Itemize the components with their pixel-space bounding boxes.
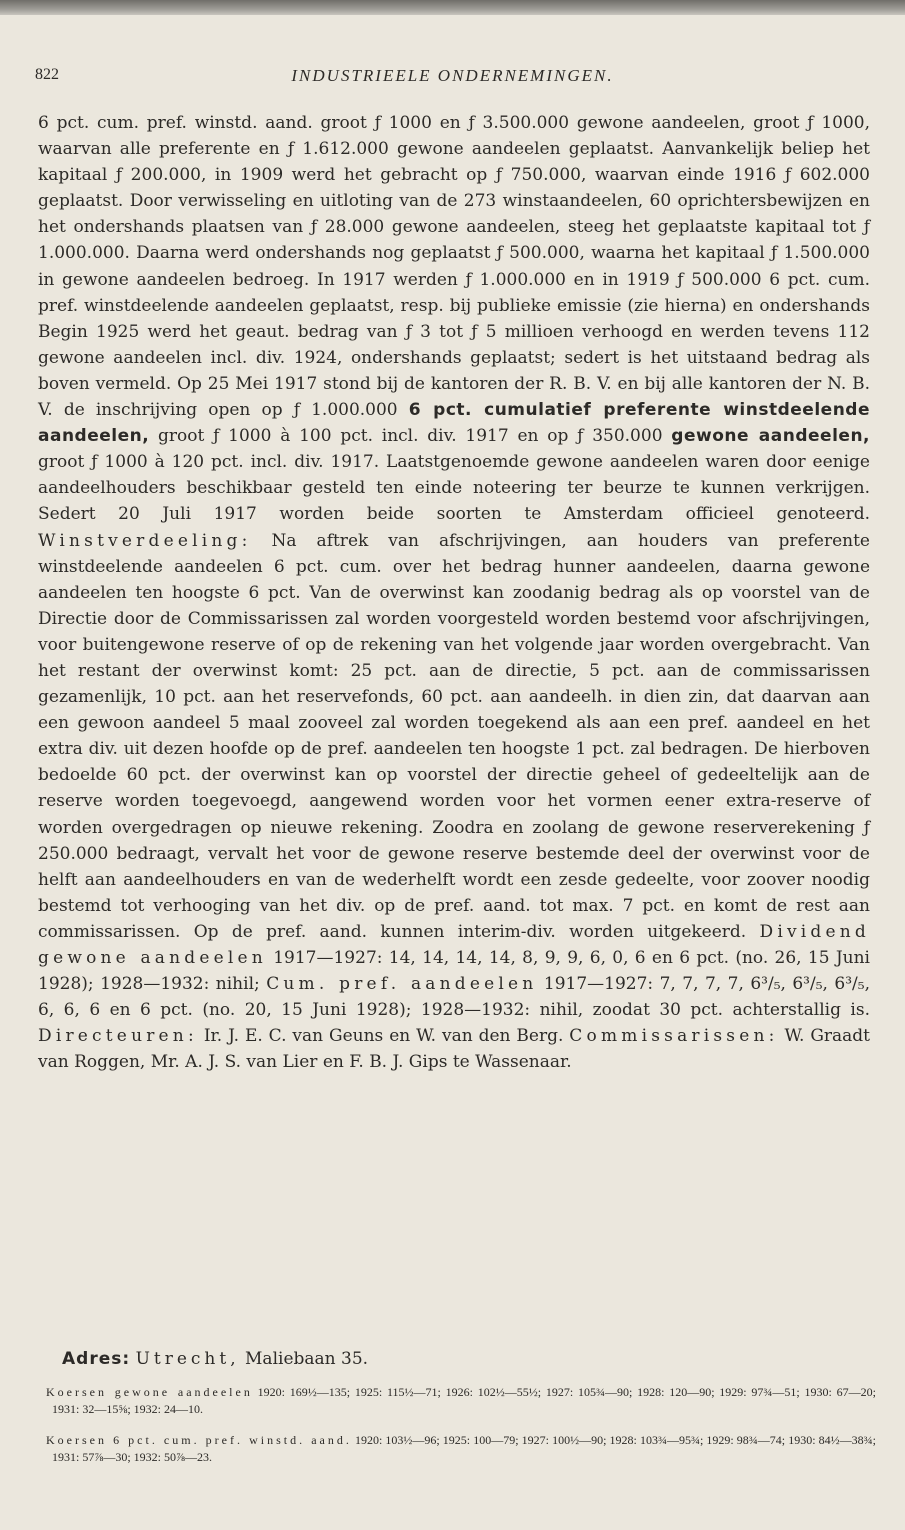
text-run: groot ƒ 1000 à 120 pct. incl. div. 1917. Laatstgenoemde gewone aandeelen waren door eenige aandeelhouders beschikbaar gesteld ten einde noteering ter beurze te kunnen verkrijgen. Sedert 20 Juli 1917 worden beide soorten te Amsterdam officieel genoteerd.: [38, 452, 870, 525]
spaced-heading-profit-distribution: Winstverdeeling:: [38, 530, 252, 551]
address-city: Utrecht,: [135, 1349, 240, 1369]
running-head: INDUSTRIEELE ONDERNEMINGEN.: [291, 66, 614, 85]
quotes-label: Koersen gewone aandeelen: [46, 1385, 253, 1399]
body-paragraph: [38, 110, 870, 1075]
emphasis-ordinary-shares: gewone aandeelen,: [671, 426, 871, 447]
page-top-edge: [0, 0, 905, 15]
text-run: W. Graadt van Roggen, Mr. A. J. S. van Lier en F. B. J. Gips te Wassenaar.: [38, 1026, 871, 1073]
quotes-values: 1920: 103½—96; 1925: 100—79; 1927: 100½—90; 1928: 103¾—95¾; 1929: 98¾—74; 1930: 84½—38¾; 1931: 57⅞—30; 1932: 50⅞—23.: [52, 1433, 877, 1464]
text-run: Ir. J. E. C. van Geuns en W. van den Berg.: [197, 1026, 570, 1047]
text-run: 6 pct. cum. pref. winstd. aand. groot ƒ 1000 en ƒ 3.500.000 gewone aandeelen, groot ƒ 1000, waarvan alle preferente en ƒ 1.612.000 gewone aandeelen geplaatst. Aanvankelijk beliep het kapitaal ƒ 200.000, in 1909 werd het gebracht op ƒ 750.000, waarvan einde 1916 ƒ 602.000 geplaatst. Door verwisseling en uitloting van de 273 winstaandeelen, 60 oprichtersbewijzen en het ondershands plaatsen van ƒ 28.000 gewone aandeelen, steeg het geplaatste kapitaal tot ƒ 1.000.000. Daarna werd ondershands nog geplaatst ƒ 500.000, waarna het kapitaal ƒ 1.500.000 in gewone aandeelen bedroeg. In 1917 werden ƒ 1.000.000 en in 1919 ƒ 500.000 6 pct. cum. pref. winstdeelende aandeelen geplaatst, resp. bij publieke emissie (zie hierna) en ondershands Begin 1925 werd het geaut. bedrag van ƒ 3 tot ƒ 5 millioen verhoogd en werden tevens 112 gewone aandeelen incl. div. 1924, ondershands geplaatst; sedert is het uitstaand bedrag als boven vermeld. Op 25 Mei 1917 stond bij de kantoren der R. B. V. en bij alle kantoren der N. B. V. de inschrijving open op ƒ 1.000.000: [38, 113, 870, 421]
page-header: [35, 66, 870, 90]
text-run: Na aftrek van afschrijvingen, aan houders van preferente winstdeelende aandeelen 6 pct. cum. over het bedrag hunner aandeelen, daarna gewone aandeelen ten hoogste 6 pct. Van de overwinst kan zoodanig bedrag als op voorstel van de Directie door de Commissarissen zal worden voorgesteld worden bestemd voor afschrijvingen, voor buitengewone reserve of op de rekening van het volgende jaar worden overgebracht. Van het restant der overwinst komt: 25 pct. aan de directie, 5 pct. aan de commissarissen gezamenlijk, 10 pct. aan het reservefonds, 60 pct. aan aandeelh. in dien zin, dat daarvan aan een gewoon aandeel 5 maal zooveel zal worden toegekend als aan een pref. aandeel en het extra div. uit dezen hoofde op de pref. aandeelen ten hoogste 1 pct. zal bedragen. De hierboven bedoelde 60 pct. der overwinst kan op voorstel der directie geheel of gedeeltelijk aan de reserve worden toegevoegd, aangewend worden voor het vormen eener extra-reserve of worden overgedragen op nieuwe rekening. Zoodra en zoolang de gewone reserverekening ƒ 250.000 bedraagt, vervalt het voor de gewone reserve bestemde deel der overwinst voor de helft aan aandeelhouders en van de wederhelft wordt een zesde gedeelte, voor zoover noodig bestemd tot verhooging van het div. op de pref. aand. tot max. 7 pct. en komt de rest aan commissarissen. Op de pref. aand. kunnen interim-div. worden uitgekeerd.: [38, 530, 870, 942]
address-street: Maliebaan 35.: [239, 1349, 369, 1369]
spaced-heading-commissioners: Commissarissen:: [569, 1026, 779, 1047]
spaced-heading-cum-pref: Cum. pref. aandeelen: [266, 974, 538, 995]
text-run: 1917—1927: 7, 7, 7, 7, 6³/₅, 6³/₅, 6³/₅, 6, 6, 6 en 6 pct. (no. 20, 15 Juni 1928); 1928—1932: nihil, zoodat 30 pct. achterstallig is.: [38, 974, 870, 1021]
quotes-preferred-shares: [46, 1432, 876, 1466]
text-run: 1917—1927: 14, 14, 14, 14, 8, 9, 9, 6, 0, 6 en 6 pct. (no. 26, 15 Juni 1928); 1928—1932: nihil;: [38, 948, 870, 995]
quotes-label: Koersen 6 pct. cum. pref. winstd. aand.: [46, 1433, 352, 1447]
address-line: [62, 1348, 368, 1370]
spaced-heading-dividend: Dividend gewone aandeelen: [38, 921, 870, 968]
quotes-values: 1920: 169½—135; 1925: 115½—71; 1926: 102½—55½; 1927: 105¾—90; 1928: 120—90; 1929: 97¾—51; 1930: 67—20; 1931: 32—15⅝; 1932: 24—10.: [52, 1385, 876, 1416]
address-label: Adres:: [62, 1349, 131, 1369]
spaced-heading-directors: Directeuren:: [38, 1026, 198, 1047]
quotes-ordinary-shares: [46, 1384, 876, 1418]
page-number: 822: [35, 66, 59, 83]
text-run: groot ƒ 1000 à 100 pct. incl. div. 1917 en op ƒ 350.000: [149, 426, 672, 447]
emphasis-preferred-shares: 6 pct. cumulatief preferente winstdeelende aandeelen,: [38, 400, 870, 447]
